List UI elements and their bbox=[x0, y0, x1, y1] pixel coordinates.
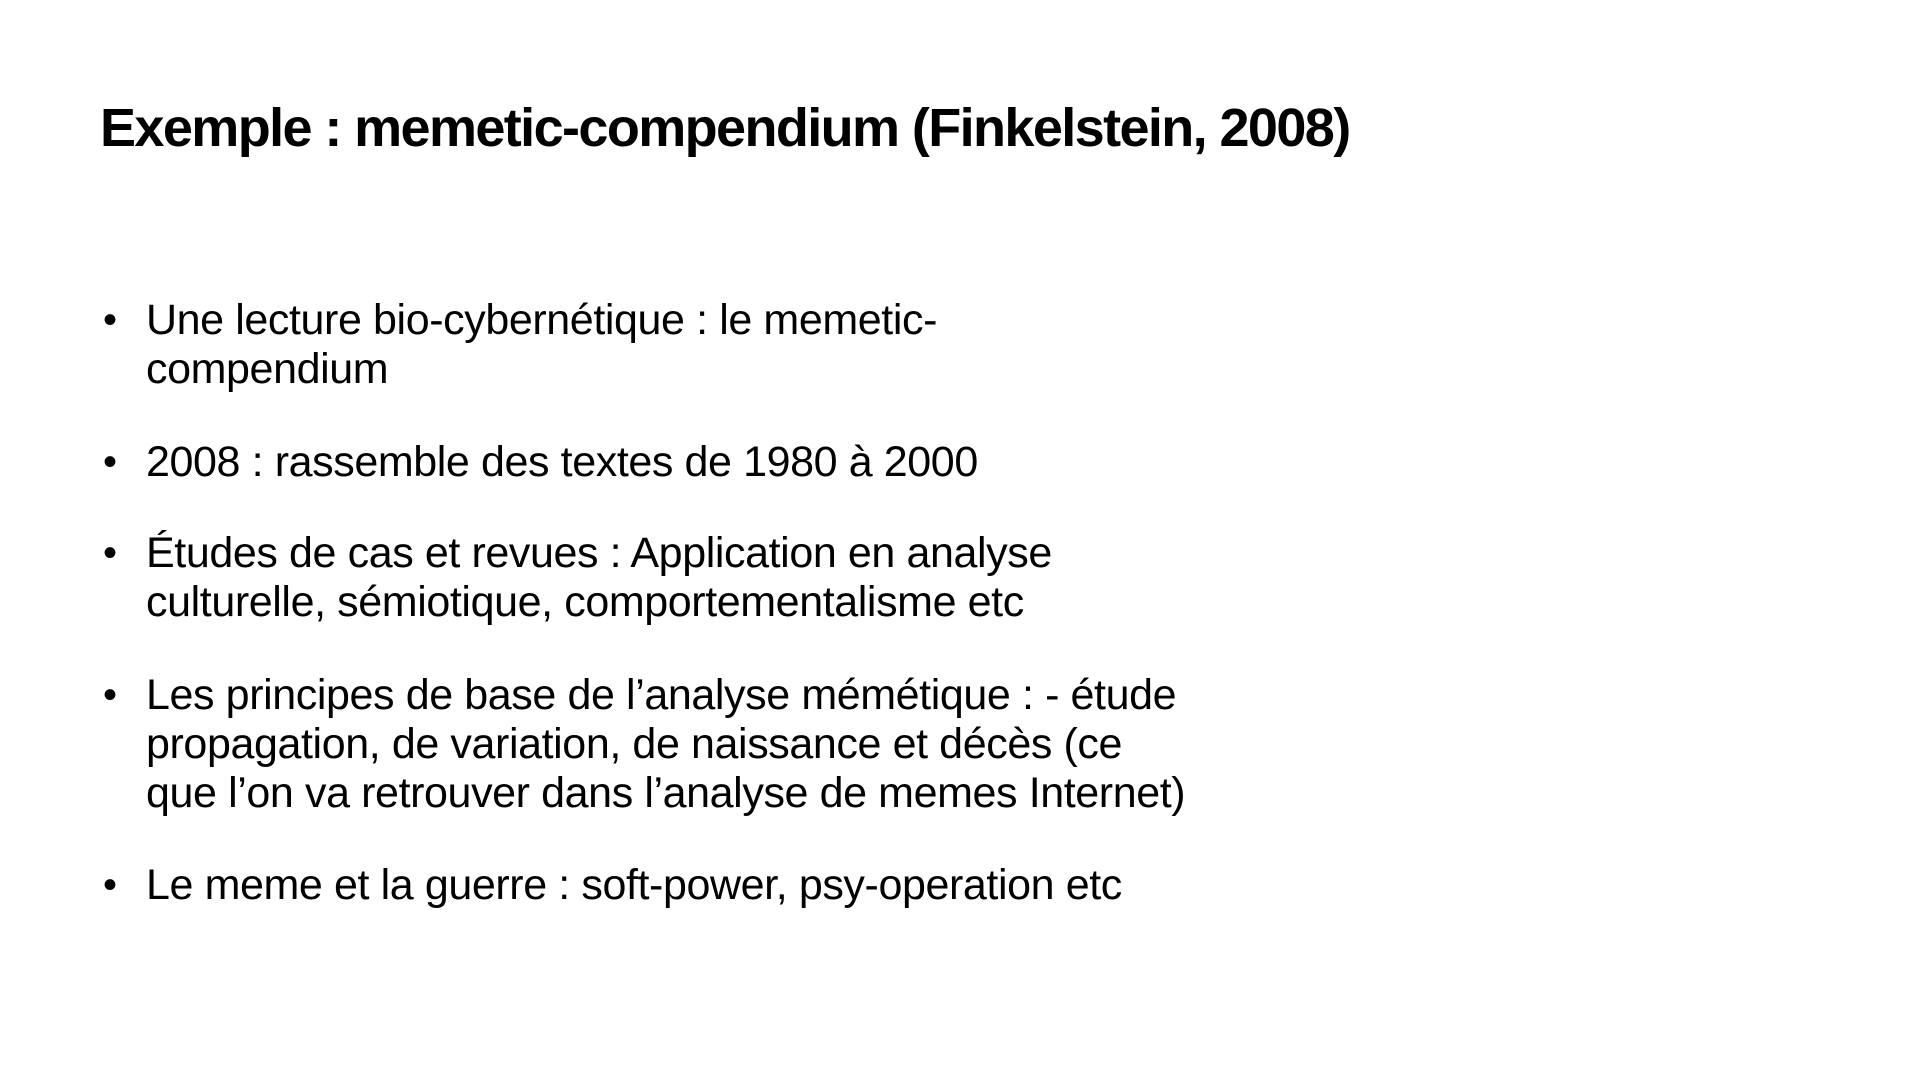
slide-title: Exemple : memetic-compendium (Finkelstein, 2008) bbox=[100, 98, 1350, 158]
bullet-item-2008 bbox=[100, 438, 1340, 487]
bullet-icon: • bbox=[103, 298, 117, 342]
bullet-icon: • bbox=[103, 863, 117, 907]
bullet-item-guerre bbox=[100, 861, 1340, 910]
bullet-text-line: propagation, de variation, de naissance et décès (ce bbox=[146, 720, 1123, 768]
bullet-icon: • bbox=[103, 531, 117, 575]
bullet-text-line: 2008 : rassemble des textes de 1980 à 2000 bbox=[146, 438, 978, 486]
bullet-icon: • bbox=[103, 673, 117, 717]
bullet-item-principes bbox=[100, 671, 1340, 818]
bullet-text-line: Études de cas et revues : Application en analyse bbox=[146, 529, 1052, 577]
bullet-icon: • bbox=[103, 440, 117, 484]
bullet-text-line: Les principes de base de l’analyse mémétique : - étude bbox=[146, 671, 1177, 719]
bullet-item-etudes bbox=[100, 529, 1340, 627]
bullet-text-line: Une lecture bio-cybernétique : le memetic- bbox=[146, 296, 938, 344]
bullet-item-lecture bbox=[100, 296, 1340, 394]
bullet-text-line: que l’on va retrouver dans l’analyse de memes Internet) bbox=[146, 769, 1186, 817]
bullet-text-line: culturelle, sémiotique, comportementalisme etc bbox=[146, 578, 1024, 626]
bullet-list bbox=[100, 296, 1340, 953]
bullet-text-line: compendium bbox=[146, 345, 389, 393]
bullet-text-line: Le meme et la guerre : soft-power, psy-operation etc bbox=[146, 861, 1122, 909]
